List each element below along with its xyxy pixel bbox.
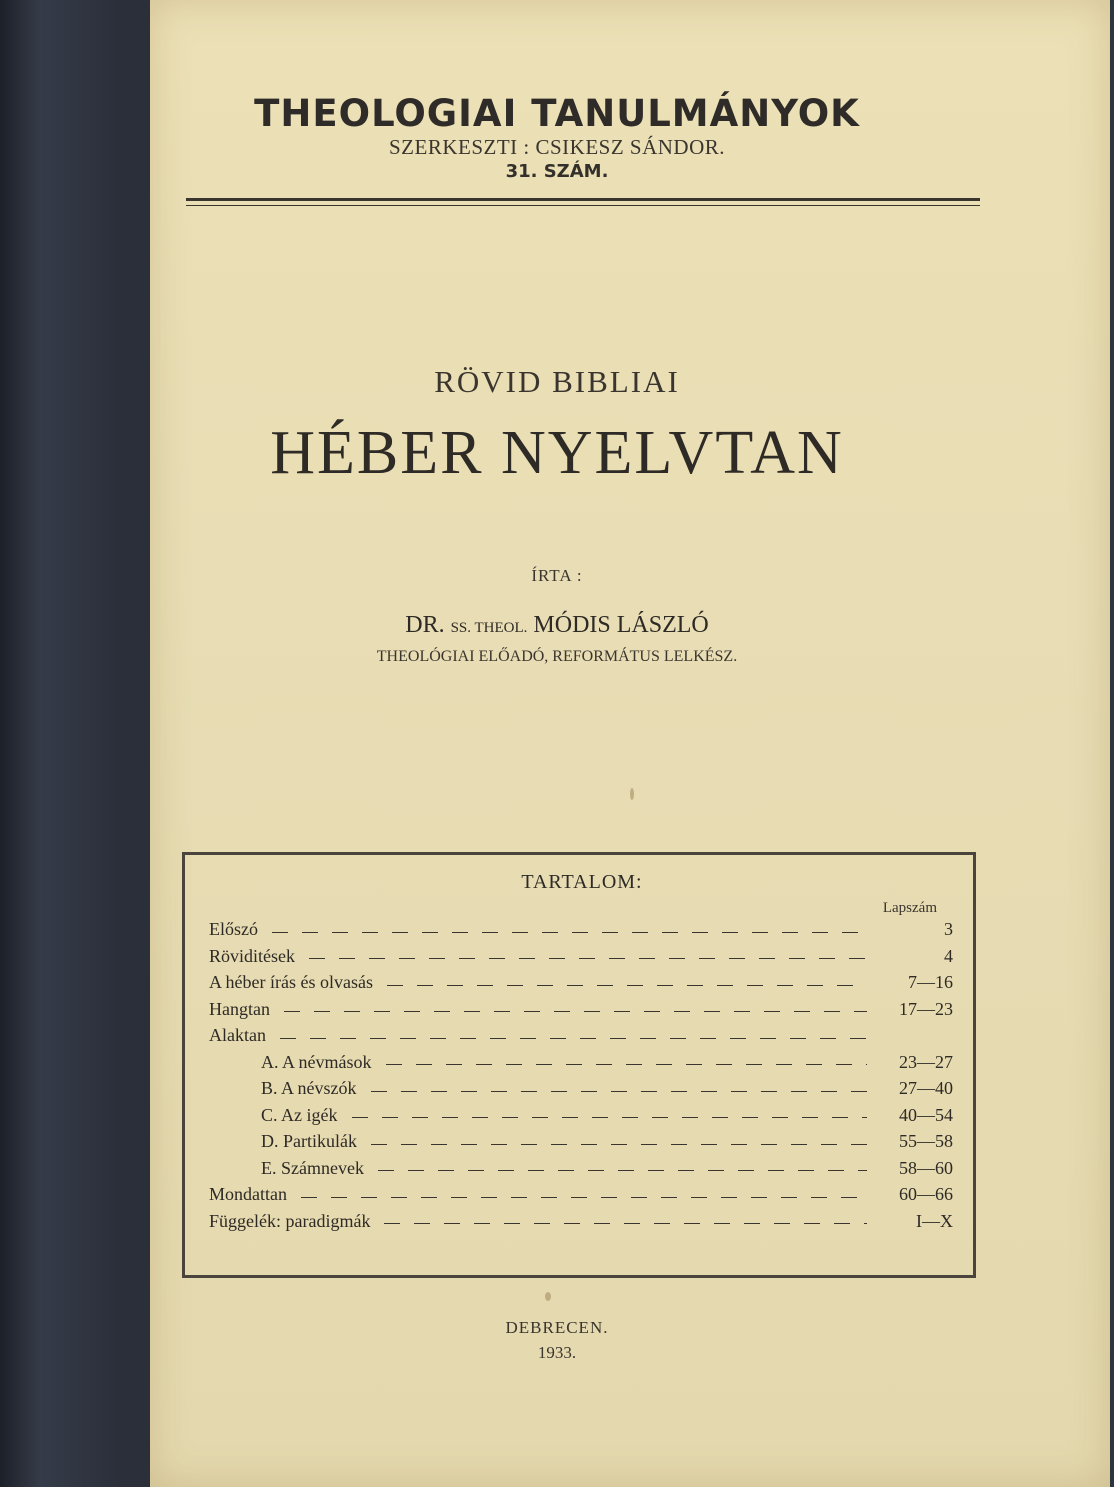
toc-entry — [209, 1211, 953, 1237]
editor-line: SZERKESZTI : CSIKESZ SÁNDOR. — [388, 135, 726, 159]
toc-entry-label: Mondattan — [209, 1184, 287, 1204]
toc-entry — [209, 1025, 953, 1051]
toc-entry-label: B. A névszók — [261, 1078, 357, 1098]
toc-heading: TARTALOM: — [521, 871, 643, 893]
toc-entry-label: A héber írás és olvasás — [209, 972, 373, 992]
toc-entry-page: 17—23 — [899, 998, 953, 1019]
toc-entry-page: 23—27 — [899, 1051, 953, 1072]
toc-entry-page: 40—54 — [899, 1104, 953, 1125]
paper-stain — [630, 788, 634, 800]
toc-leader-dashes — [387, 985, 867, 986]
toc-entry-page: 4 — [944, 945, 953, 966]
toc-leader-dashes — [384, 1223, 867, 1224]
toc-entry-page: 58—60 — [899, 1157, 953, 1178]
issue-number: 31. SZÁM. — [505, 161, 609, 182]
series-title: THEOLOGIAI TANULMÁNYOK — [254, 92, 860, 135]
toc-entry-label: Hangtan — [209, 998, 270, 1019]
toc-leader-dashes — [371, 1091, 867, 1092]
toc-entry-label: D. Partikulák — [261, 1131, 357, 1151]
toc-entry-label: Előszó — [209, 919, 258, 939]
header-rule-thick — [186, 198, 980, 201]
toc-entry — [209, 1131, 953, 1157]
toc-page-column-header: Lapszám — [882, 900, 937, 916]
toc-entry-label: A. A névmások — [261, 1051, 372, 1072]
toc-entry — [209, 1184, 953, 1210]
toc-leader-dashes — [272, 932, 867, 933]
toc-entry-label: Alaktan — [209, 1025, 266, 1045]
author-name: MÓDIS LÁSZLÓ — [533, 612, 709, 638]
toc-entry-page: 3 — [944, 919, 953, 939]
author-role: THEOLÓGIAI ELŐADÓ, REFORMÁTUS LELKÉSZ. — [376, 648, 738, 665]
toc-entry-label: E. Számnevek — [261, 1157, 364, 1178]
toc-entry-page: 60—66 — [899, 1184, 953, 1204]
toc-entry-page: I—X — [916, 1210, 953, 1231]
publication-place: DEBRECEN. — [505, 1318, 609, 1337]
paper-stain — [545, 1292, 551, 1301]
toc-entry — [209, 1052, 953, 1078]
toc-entry-page: 7—16 — [908, 972, 953, 992]
toc-entry-label: C. Az igék — [261, 1104, 338, 1125]
toc-entry — [209, 946, 953, 972]
toc-leader-dashes — [378, 1170, 867, 1171]
toc-entry — [209, 1105, 953, 1131]
toc-entry — [209, 1078, 953, 1104]
toc-leader-dashes — [301, 1197, 867, 1198]
table-of-contents — [182, 852, 976, 1278]
book-title: HÉBER NYELVTAN — [270, 419, 844, 487]
toc-leader-dashes — [371, 1144, 867, 1145]
author-prefix: DR. — [405, 612, 445, 638]
toc-entry — [209, 999, 953, 1025]
toc-entry-label: Röviditések — [209, 945, 295, 966]
toc-leader-dashes — [284, 1011, 867, 1012]
author-intro: ÍRTA : — [531, 566, 583, 585]
author-line — [0, 612, 1114, 639]
toc-entry-label: Függelék: paradigmák — [209, 1210, 371, 1231]
book-subtitle: RÖVID BIBLIAI — [434, 364, 680, 399]
toc-leader-dashes — [309, 958, 867, 959]
toc-leader-dashes — [386, 1064, 868, 1065]
header-rule-thin — [186, 205, 980, 206]
toc-leader-dashes — [352, 1117, 868, 1118]
toc-entry-page: 55—58 — [899, 1131, 953, 1151]
publication-year: 1933. — [537, 1343, 577, 1362]
author-degree: SS. THEOL. — [450, 620, 528, 636]
toc-leader-dashes — [280, 1038, 867, 1039]
toc-entry — [209, 919, 953, 945]
toc-entry — [209, 972, 953, 998]
toc-entry — [209, 1158, 953, 1184]
toc-entry-page: 27—40 — [899, 1078, 953, 1098]
